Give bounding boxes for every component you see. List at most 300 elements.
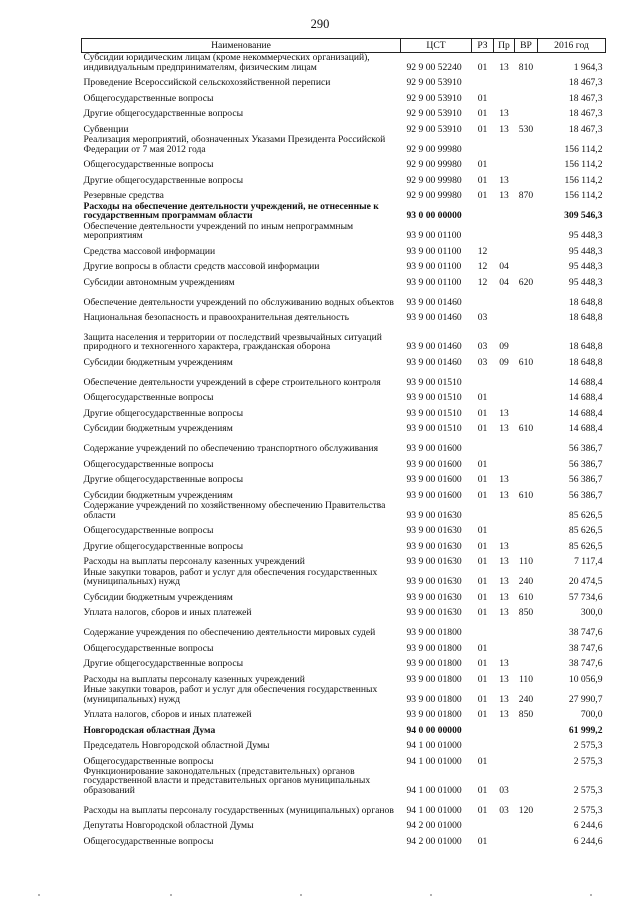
cell-name: Резервные средства — [83, 190, 164, 201]
cell-name: Уплата налогов, сборов и иных платежей — [83, 709, 252, 720]
cell-rz — [472, 816, 494, 832]
cell-vr — [515, 288, 538, 308]
cell-cst: 93 9 00 01510 — [406, 376, 462, 388]
cell-rz — [472, 73, 494, 89]
cell-sum: 38 747,6 — [568, 658, 603, 669]
table-row — [82, 552, 606, 568]
cell-name: Иные закупки товаров, работ и услуг для обеспечения государственных (муниципальных) нужд — [83, 684, 378, 705]
table-row — [82, 669, 606, 685]
cell-pr — [494, 501, 515, 521]
cell-cst: 92 9 00 53910 — [406, 92, 462, 104]
cell-rz: 01 — [477, 540, 488, 552]
cell-pr — [494, 434, 515, 454]
cell-rz: 12 — [477, 245, 488, 257]
cell-name: Субсидии юридическим лицам (кроме некоммерческих организаций), индивидуальным предпринимателям, физическим лицам — [83, 52, 370, 73]
cell-vr: 610 — [518, 423, 534, 434]
cell-cst: 94 2 00 01000 — [406, 835, 462, 847]
cell-rz: 01 — [477, 642, 488, 654]
cell-pr: 13 — [499, 591, 509, 603]
cell-vr — [515, 388, 538, 404]
cell-name: Другие общегосударственные вопросы — [83, 474, 244, 485]
cell-sum: 700,0 — [580, 709, 603, 720]
cell-sum: 2 575,3 — [573, 755, 603, 767]
cell-cst: 92 9 00 53910 — [406, 77, 462, 88]
cell-cst: 93 9 00 01100 — [406, 261, 462, 272]
cell-rz: 01 — [477, 693, 488, 705]
cell-vr: 810 — [518, 61, 534, 73]
cell-name: Функционирование законодательных (представительных) органов государственной власти и представительных органов муниципальных образований — [83, 766, 371, 796]
cell-vr: 850 — [518, 709, 534, 720]
cell-rz: 03 — [477, 356, 488, 368]
cell-rz: 01 — [477, 591, 488, 603]
cell-pr: 13 — [499, 658, 509, 669]
cell-pr — [494, 751, 515, 767]
cell-name: Новгородская областная Дума — [83, 724, 216, 736]
cell-rz: 01 — [477, 174, 488, 186]
cell-pr: 13 — [499, 709, 509, 720]
cell-rz — [472, 288, 494, 308]
cell-cst: 94 1 00 01000 — [406, 755, 462, 767]
cell-sum: 95 448,3 — [568, 230, 603, 241]
cell-name: Расходы на выплаты персоналу казенных учреждений — [83, 673, 305, 685]
header-cst: ЦСТ — [401, 39, 472, 53]
cell-sum: 14 688,4 — [568, 376, 603, 388]
cell-cst: 93 9 00 01510 — [406, 423, 462, 434]
cell-pr: 13 — [499, 123, 509, 135]
cell-pr: 13 — [499, 693, 509, 705]
cell-vr — [515, 751, 538, 767]
cell-pr: 13 — [499, 489, 509, 501]
table-row — [82, 221, 606, 241]
cell-vr: 620 — [518, 276, 534, 288]
cell-sum: 27 990,7 — [568, 693, 603, 705]
header-year: 2016 год — [538, 39, 606, 53]
cell-name: Обеспечение деятельности учреждений по иным непрограммным мероприятиям — [83, 221, 354, 241]
cell-rz — [472, 368, 494, 388]
cell-cst: 93 9 00 01630 — [406, 509, 462, 521]
cell-sum: 14 688,4 — [568, 423, 603, 434]
cell-vr — [515, 521, 538, 537]
cell-rz: 01 — [477, 123, 488, 135]
cell-name: Субвенции — [83, 123, 129, 135]
cell-sum: 85 626,5 — [568, 540, 603, 552]
table-row — [82, 272, 606, 288]
cell-name: Общегосударственные вопросы — [83, 92, 214, 104]
cell-rz: 12 — [477, 276, 488, 288]
cell-vr: 110 — [518, 556, 534, 567]
table-row — [82, 368, 606, 388]
cell-rz: 01 — [477, 92, 488, 104]
cell-sum: 85 626,5 — [568, 509, 603, 521]
cell-rz: 01 — [477, 525, 488, 536]
cell-pr: 13 — [499, 576, 509, 587]
cell-cst: 93 9 00 01630 — [406, 591, 462, 603]
cell-vr — [515, 135, 538, 155]
cell-pr — [494, 73, 515, 89]
cell-name: Общегосударственные вопросы — [83, 392, 214, 403]
cell-sum: 156 114,2 — [564, 174, 603, 186]
cell-vr: 610 — [518, 356, 534, 368]
table-row — [82, 736, 606, 752]
cell-pr — [494, 135, 515, 155]
cell-name: Председатель Новгородской областной Думы — [83, 740, 270, 751]
cell-name: Уплата налогов, сборов и иных платежей — [83, 607, 252, 618]
cell-sum: 18 648,8 — [568, 296, 603, 308]
cell-name: Защита населения и территории от последствий чрезвычайных ситуаций природного и техногенного характера, гражданская оборона — [83, 331, 382, 352]
cell-rz — [472, 501, 494, 521]
cell-cst: 94 1 00 01000 — [406, 784, 462, 796]
cell-cst: 92 9 00 53910 — [406, 108, 462, 119]
table-row — [82, 816, 606, 832]
cell-cst: 92 9 00 99980 — [406, 174, 462, 186]
cell-name: Средства массовой информации — [83, 245, 216, 257]
cell-vr — [515, 104, 538, 120]
cell-sum: 57 734,6 — [568, 591, 603, 603]
cell-rz: 01 — [477, 709, 488, 720]
table-row — [82, 434, 606, 454]
cell-cst: 93 9 00 01510 — [406, 407, 462, 419]
cell-name: Депутаты Новгородской областной Думы — [83, 820, 254, 831]
cell-pr — [494, 618, 515, 638]
cell-name: Иные закупки товаров, работ и услуг для обеспечения государственных (муниципальных) нужд — [83, 567, 378, 587]
table-row — [82, 323, 606, 352]
cell-pr — [494, 308, 515, 324]
table-body — [82, 53, 606, 847]
table-row — [82, 587, 606, 603]
cell-vr: 120 — [518, 804, 534, 816]
cell-pr — [494, 638, 515, 654]
cell-sum: 18 467,3 — [568, 108, 603, 119]
table-row — [82, 186, 606, 202]
table-row — [82, 419, 606, 435]
cell-sum: 56 386,7 — [568, 443, 603, 454]
cell-vr — [515, 257, 538, 273]
cell-sum: 56 386,7 — [568, 474, 603, 485]
table-row — [82, 485, 606, 501]
table-row — [82, 685, 606, 705]
table-row — [82, 73, 606, 89]
cell-sum: 2 575,3 — [573, 804, 603, 816]
cell-pr: 13 — [499, 474, 509, 485]
cell-rz: 01 — [477, 108, 488, 119]
cell-sum: 85 626,5 — [568, 525, 603, 536]
cell-name: Реализация мероприятий, обозначенных Указами Президента Российской Федерации от 7 мая 2012 года — [83, 134, 386, 155]
cell-cst: 94 1 00 01000 — [406, 804, 462, 816]
cell-pr — [494, 521, 515, 537]
cell-vr — [515, 88, 538, 104]
cell-sum: 56 386,7 — [568, 489, 603, 501]
cell-pr — [494, 221, 515, 241]
cell-sum: 20 474,5 — [568, 576, 603, 587]
cell-pr: 13 — [499, 673, 509, 685]
cell-cst: 93 9 00 01510 — [406, 392, 462, 403]
cell-cst: 93 9 00 01630 — [406, 607, 462, 618]
table-row — [82, 521, 606, 537]
cell-pr — [494, 454, 515, 470]
cell-vr — [515, 201, 538, 221]
cell-name: Расходы на обеспечение деятельности учреждений, не отнесенные к государственным программам области — [83, 201, 379, 221]
cell-pr: 04 — [499, 276, 509, 288]
budget-table — [81, 38, 606, 847]
cell-sum: 2 575,3 — [573, 784, 603, 796]
cell-name: Общегосударственные вопросы — [83, 159, 214, 170]
cell-pr — [494, 241, 515, 257]
table-row — [82, 751, 606, 767]
cell-rz — [472, 201, 494, 221]
cell-cst: 93 9 00 01800 — [406, 693, 462, 705]
cell-rz — [472, 720, 494, 736]
cell-name: Другие общегосударственные вопросы — [83, 658, 244, 669]
cell-sum: 6 244,6 — [573, 835, 603, 847]
cell-pr — [494, 368, 515, 388]
table-row — [82, 705, 606, 721]
cell-pr: 13 — [499, 61, 509, 73]
scan-edge-marks — [0, 894, 640, 902]
table-row — [82, 767, 606, 796]
cell-vr — [515, 454, 538, 470]
cell-vr — [515, 638, 538, 654]
cell-vr — [515, 816, 538, 832]
cell-rz: 01 — [477, 458, 488, 470]
cell-rz: 01 — [477, 835, 488, 847]
cell-name: Содержание учреждений по хозяйственному обеспечению Правительства области — [83, 500, 386, 521]
cell-rz: 01 — [477, 673, 488, 685]
cell-pr: 13 — [499, 190, 509, 201]
cell-name: Другие общегосударственные вопросы — [83, 407, 244, 419]
cell-vr — [515, 170, 538, 186]
cell-name: Другие общегосударственные вопросы — [83, 174, 244, 186]
cell-sum: 38 747,6 — [568, 642, 603, 654]
cell-pr — [494, 831, 515, 847]
cell-vr: 610 — [518, 591, 534, 603]
cell-name: Национальная безопасность и правоохранительная деятельность — [83, 312, 349, 323]
cell-cst: 93 9 00 01800 — [406, 627, 462, 638]
cell-rz: 01 — [477, 755, 488, 767]
cell-sum: 7 117,4 — [574, 556, 603, 567]
cell-vr — [515, 736, 538, 752]
table-row — [82, 536, 606, 552]
cell-vr — [515, 155, 538, 171]
cell-cst: 93 9 00 01800 — [406, 673, 462, 685]
cell-pr: 03 — [499, 804, 509, 816]
cell-sum: 18 648,8 — [568, 312, 603, 323]
cell-sum: 1 964,3 — [573, 61, 603, 73]
cell-cst: 93 9 00 01630 — [406, 540, 462, 552]
table-row — [82, 288, 606, 308]
cell-cst: 93 9 00 01600 — [406, 474, 462, 485]
cell-name: Другие вопросы в области средств массовой информации — [83, 261, 320, 272]
cell-sum: 156 114,2 — [564, 190, 603, 201]
cell-sum: 2 575,3 — [573, 740, 603, 751]
cell-cst: 93 9 00 01600 — [406, 443, 462, 454]
cell-name: Субсидии бюджетным учреждениям — [83, 423, 233, 434]
cell-rz: 01 — [477, 423, 488, 434]
cell-vr — [515, 767, 538, 796]
table-row — [82, 104, 606, 120]
cell-pr: 13 — [499, 108, 509, 119]
cell-name: Обеспечение деятельности учреждений в сфере строительного контроля — [83, 376, 381, 388]
cell-name: Общегосударственные вопросы — [83, 835, 214, 847]
cell-name: Субсидии бюджетным учреждениям — [83, 356, 233, 368]
cell-vr — [515, 654, 538, 670]
cell-rz: 01 — [477, 804, 488, 816]
cell-cst: 92 9 00 52240 — [406, 61, 462, 73]
table-row — [82, 618, 606, 638]
table-row — [82, 388, 606, 404]
cell-name: Расходы на выплаты персоналу казенных учреждений — [83, 556, 305, 567]
cell-pr: 13 — [499, 423, 509, 434]
cell-pr — [494, 155, 515, 171]
cell-vr: 240 — [518, 693, 534, 705]
cell-sum: 18 648,8 — [568, 341, 603, 352]
cell-pr: 13 — [499, 407, 509, 419]
table-row — [82, 720, 606, 736]
cell-sum: 14 688,4 — [568, 392, 603, 403]
table-header — [82, 39, 606, 53]
cell-cst: 93 9 00 01630 — [406, 576, 462, 587]
header-vr: ВР — [515, 39, 538, 53]
cell-sum: 18 648,8 — [568, 356, 603, 368]
cell-vr — [515, 308, 538, 324]
cell-name: Содержание учреждения по обеспечению деятельности мировых судей — [83, 627, 376, 638]
table-row — [82, 567, 606, 587]
cell-cst: 93 0 00 00000 — [406, 210, 462, 221]
cell-sum: 14 688,4 — [568, 407, 603, 419]
cell-cst: 94 1 00 01000 — [406, 740, 462, 751]
cell-name: Другие общегосударственные вопросы — [83, 540, 244, 552]
cell-cst: 94 2 00 01000 — [406, 820, 462, 831]
cell-rz: 12 — [477, 261, 488, 272]
cell-rz: 01 — [477, 784, 488, 796]
page-number: 290 — [310, 17, 330, 31]
table-row — [82, 201, 606, 221]
cell-name: Общегосударственные вопросы — [83, 458, 214, 470]
cell-cst: 93 9 00 01100 — [406, 245, 462, 257]
cell-cst: 93 9 00 01100 — [406, 276, 462, 288]
cell-cst: 93 9 00 01630 — [406, 525, 462, 536]
cell-sum: 38 747,6 — [568, 627, 603, 638]
cell-vr — [515, 403, 538, 419]
cell-sum: 10 056,9 — [568, 673, 603, 685]
cell-name: Общегосударственные вопросы — [83, 642, 214, 654]
cell-name: Общегосударственные вопросы — [83, 755, 214, 767]
cell-pr: 13 — [499, 607, 509, 618]
cell-cst: 93 9 00 01100 — [406, 230, 462, 241]
cell-rz: 03 — [477, 341, 488, 352]
cell-pr — [494, 201, 515, 221]
cell-cst: 92 9 00 99980 — [406, 190, 462, 201]
cell-pr: 03 — [499, 784, 509, 796]
table-row — [82, 53, 606, 73]
cell-name: Другие общегосударственные вопросы — [83, 108, 244, 119]
cell-pr: 04 — [499, 261, 509, 272]
table-row — [82, 796, 606, 816]
table-row — [82, 603, 606, 619]
cell-rz: 01 — [477, 190, 488, 201]
cell-sum: 18 467,3 — [568, 92, 603, 104]
cell-vr: 240 — [518, 576, 534, 587]
cell-vr — [515, 831, 538, 847]
cell-vr — [515, 241, 538, 257]
cell-rz: 01 — [477, 61, 488, 73]
cell-cst: 93 9 00 01800 — [406, 709, 462, 720]
cell-rz — [472, 736, 494, 752]
cell-sum: 95 448,3 — [568, 245, 603, 257]
cell-vr — [515, 720, 538, 736]
cell-vr — [515, 221, 538, 241]
cell-rz: 01 — [477, 392, 488, 403]
cell-cst: 93 9 00 01600 — [406, 458, 462, 470]
cell-pr — [494, 720, 515, 736]
cell-name: Расходы на выплаты персоналу государственных (муниципальных) органов — [83, 804, 394, 816]
cell-cst: 92 9 00 53910 — [406, 123, 462, 135]
cell-vr — [515, 323, 538, 352]
cell-sum: 56 386,7 — [568, 458, 603, 470]
cell-rz — [472, 434, 494, 454]
cell-rz — [472, 618, 494, 638]
cell-vr — [515, 536, 538, 552]
cell-name: Содержание учреждений по обеспечению транспортного обслуживания — [83, 443, 378, 454]
cell-rz: 01 — [477, 576, 488, 587]
cell-name: Субсидии бюджетным учреждениям — [83, 591, 233, 603]
cell-name: Обеспечение деятельности учреждений по обслуживанию водных объектов — [83, 296, 394, 308]
cell-name: Проведение Всероссийской сельскохозяйственной переписи — [83, 77, 331, 88]
cell-cst: 93 9 00 01460 — [406, 296, 462, 308]
header-rz: РЗ — [472, 39, 494, 53]
table-row — [82, 88, 606, 104]
table-row — [82, 831, 606, 847]
cell-cst: 93 9 00 01630 — [406, 556, 462, 567]
cell-sum: 18 467,3 — [568, 77, 603, 88]
table-row — [82, 308, 606, 324]
cell-rz: 01 — [477, 607, 488, 618]
cell-vr — [515, 470, 538, 486]
cell-cst: 93 9 00 01460 — [406, 312, 462, 323]
cell-vr: 530 — [518, 123, 534, 135]
header-pr: Пр — [494, 39, 515, 53]
cell-pr: 13 — [499, 174, 509, 186]
cell-sum: 156 114,2 — [564, 143, 603, 155]
cell-pr — [494, 388, 515, 404]
cell-cst: 92 9 00 99980 — [406, 143, 462, 155]
table-row — [82, 470, 606, 486]
table-row — [82, 454, 606, 470]
cell-rz: 01 — [477, 658, 488, 669]
cell-vr: 850 — [518, 607, 534, 618]
cell-vr — [515, 73, 538, 89]
table-row — [82, 257, 606, 273]
cell-vr — [515, 501, 538, 521]
cell-vr: 610 — [518, 489, 534, 501]
cell-rz: 01 — [477, 556, 488, 567]
cell-pr: 09 — [499, 341, 509, 352]
cell-cst: 94 0 00 00000 — [406, 724, 462, 736]
cell-vr: 870 — [518, 190, 534, 201]
cell-cst: 93 9 00 01600 — [406, 489, 462, 501]
cell-sum: 300,0 — [580, 607, 603, 618]
cell-pr — [494, 288, 515, 308]
cell-name: Общегосударственные вопросы — [83, 525, 214, 536]
cell-sum: 18 467,3 — [568, 123, 603, 135]
table-row — [82, 403, 606, 419]
cell-pr — [494, 816, 515, 832]
cell-sum: 95 448,3 — [568, 261, 603, 272]
cell-cst: 92 9 00 99980 — [406, 159, 462, 170]
cell-vr — [515, 368, 538, 388]
cell-rz: 01 — [477, 474, 488, 485]
cell-rz: 01 — [477, 489, 488, 501]
cell-rz: 01 — [477, 407, 488, 419]
